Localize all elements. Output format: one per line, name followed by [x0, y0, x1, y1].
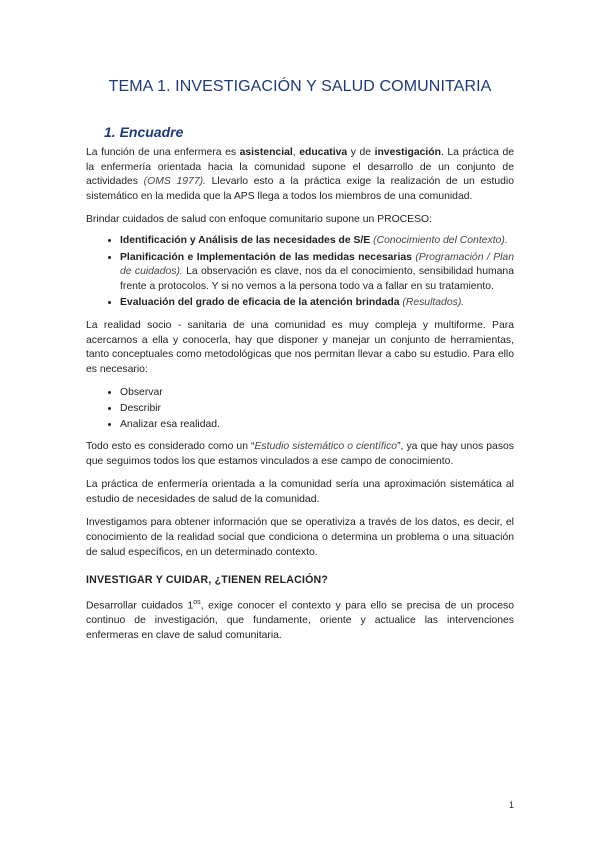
paragraph-estudio: [86, 440, 514, 469]
list-item: • Analizar esa realidad.: [120, 418, 514, 433]
list-item: [120, 251, 514, 295]
paragraph-realidad: La realidad socio - sanitaria de una comunidad es muy compleja y multiforme. Para acercarnos a ella y conocerla, hay que disponer y manejar un conjunto de herramientas, tanto conceptuales como metodológicas que nos permitan llevar a cabo su estudio. Para ello es necesario:: [86, 319, 514, 375]
page-number: 1: [508, 800, 514, 810]
text: y de: [347, 147, 375, 158]
text: Llevarlo esto a la práctica exige la realización de un estudio sistemático en la medida que la APS llega a todos los miembros de una comunidad.: [86, 176, 514, 202]
paragraph-investigamos: Investigamos para obtener información que se operativiza a través de los datos, es decir, el conocimiento de la realidad social que condiciona o determina un problema o una situación de salud específicos, en un determinado contexto.: [86, 517, 514, 558]
section-heading-investigar: INVESTIGAR Y CUIDAR, ¿TIENEN RELACIÓN?: [86, 574, 329, 587]
page-title: TEMA 1. INVESTIGACIÓN Y SALUD COMUNITARIA: [108, 78, 492, 95]
bold-asistencial: asistencial: [239, 147, 293, 158]
citation-oms: (OMS 1977).: [143, 176, 206, 188]
bold-text: Evaluación del grado de eficacia de la atención brindada: [120, 297, 400, 309]
list-item: • Observar: [120, 386, 514, 401]
bold-investigacion: investigación: [374, 147, 441, 158]
list-item: [120, 234, 514, 249]
paragraph-proceso: Brindar cuidados de salud con enfoque comunitario supone un PROCESO:: [86, 214, 432, 226]
text: ”, ya que hay unos pasos que seguimos todos los que estamos vinculados a ese campo de conocimiento.: [86, 441, 514, 467]
section-heading-encuadre: 1. Encuadre: [104, 124, 184, 140]
italic-text: (Programación / Plan de cuidados).: [120, 251, 514, 278]
bold-text: Planificación e Implementación de las medidas necesarias: [120, 251, 412, 263]
text: , exige conocer el contexto y para ello se precisa de un proceso continuo de investigación, que fundamente, oriente y actualice las intervenciones enfermeras en clave de salud comunitaria.: [86, 600, 514, 641]
text: Desarrollar cuidados 1: [86, 600, 194, 612]
bold-educativa: educativa: [299, 147, 348, 158]
list-item: • Describir: [120, 402, 514, 417]
steps-list: [86, 386, 514, 432]
text: . La práctica de la enfermería orientada hacia la comunidad supone el desarrollo de un conjunto de actividades: [86, 147, 515, 188]
italic-text: (Resultados).: [399, 297, 465, 309]
process-list: [86, 234, 514, 311]
paragraph-practica: La práctica de enfermería orientada a la comunidad sería una aproximación sistemática al estudio de necesidades de salud de la comunidad.: [86, 479, 514, 505]
text: La función de una enfermera es: [86, 147, 240, 158]
text: ,: [292, 147, 300, 158]
paragraph-cuidados: [86, 596, 514, 643]
list-item: [120, 296, 514, 311]
italic-text: Estudio sistemático o científico: [254, 441, 398, 453]
text: La observación es clave, nos da el conocimiento, sensibilidad humana frente a protocolos. Y si no vemos a la persona todo va a fallar en su tratamiento.: [120, 266, 514, 292]
superscript: os: [193, 599, 201, 607]
document-page: [86, 78, 514, 653]
italic-text: (Conocimiento del Contexto).: [370, 234, 508, 246]
bold-text: Identificación y Análisis de las necesidades de S/E: [120, 234, 371, 246]
text: Todo esto es considerado como un “: [86, 441, 255, 453]
paragraph-funcion: [86, 146, 514, 204]
